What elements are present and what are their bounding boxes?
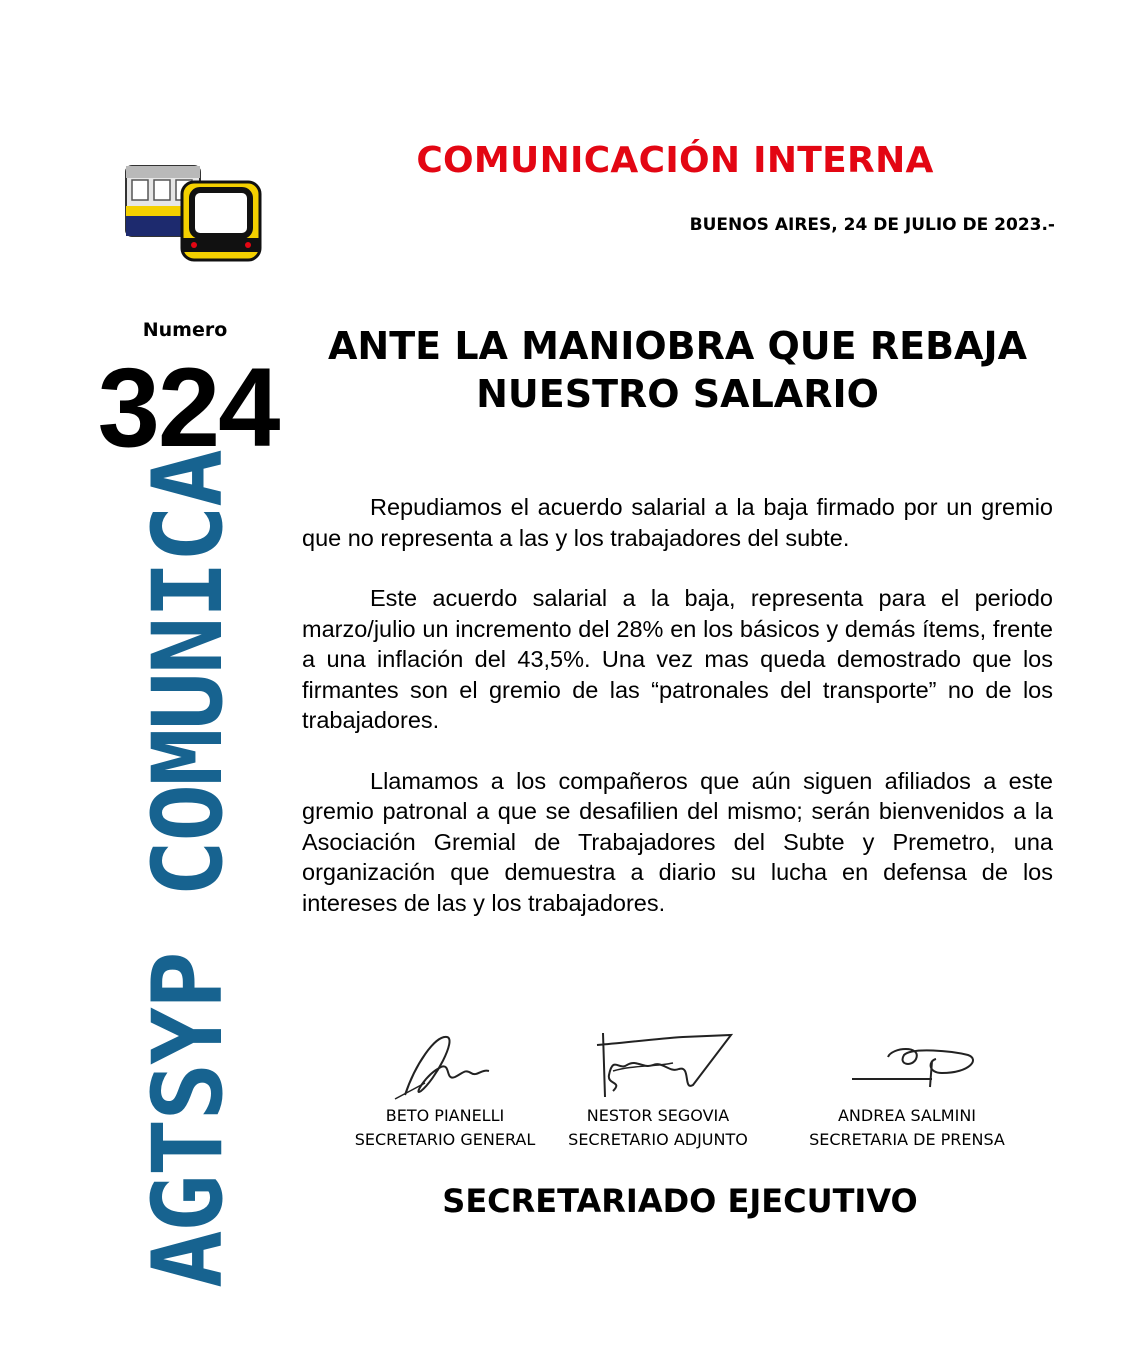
handwritten-signature-icon	[583, 1025, 733, 1103]
issue-number: 324	[97, 345, 279, 470]
signatory-role: SECRETARIO ADJUNTO	[568, 1130, 748, 1149]
title-line-1: ANTE LA MANIOBRA QUE REBAJA	[328, 324, 1027, 368]
signature-salmini	[792, 1025, 1022, 1152]
signatory-name: NESTOR SEGOVIA	[586, 1106, 730, 1125]
signatory-name: ANDREA SALMINI	[837, 1106, 976, 1125]
body-paragraph: Repudiamos el acuerdo salarial a la baja firmado por un gremio que no representa a las y los trabajadores del subte.	[302, 494, 1053, 551]
body-paragraph: Llamamos a los compañeros que aún siguen afiliados a este gremio patronal a que se desafilien del mismo; serán bienvenidos a la Asociación Gremial de Trabajadores del Subte y Premetro, una organización que demuestra a diario su lucha en defensa de los intereses de las y los trabajadores.	[302, 767, 1053, 916]
vertical-brand-text: AGTSYP COMUNICA	[132, 451, 244, 1288]
signatory-role: SECRETARIO GENERAL	[354, 1130, 536, 1149]
handwritten-signature-icon	[832, 1025, 982, 1103]
signature-block	[330, 1025, 1030, 1165]
agtsyp-logo	[124, 160, 264, 264]
title-line-2: NUESTRO SALARIO	[476, 372, 879, 416]
signatory-role: SECRETARIA DE PRENSA	[809, 1130, 1005, 1149]
signature-pianelli	[330, 1025, 560, 1152]
handwritten-signature-icon	[385, 1025, 505, 1103]
document-date: BUENOS AIRES, 24 DE JULIO DE 2023.-	[689, 215, 1055, 235]
body-paragraph: Este acuerdo salarial a la baja, representa para el periodo marzo/julio un incremento del 28% en los básicos y demás ítems, frente a una inflación del 43,5%. Una vez mas queda demostrado que los firmantes son el gremio de las “patronales del transporte” no de los trabajadores.	[302, 585, 1053, 733]
footer-signoff: SECRETARIADO EJECUTIVO	[442, 1182, 918, 1220]
document-type-heading: COMUNICACIÓN INTERNA	[416, 140, 934, 181]
document-title	[305, 322, 1050, 418]
issue-number-label: Numero	[142, 319, 228, 341]
signatory-name: BETO PIANELLI	[385, 1106, 505, 1125]
document-body	[302, 492, 1053, 948]
signature-segovia	[543, 1025, 773, 1152]
